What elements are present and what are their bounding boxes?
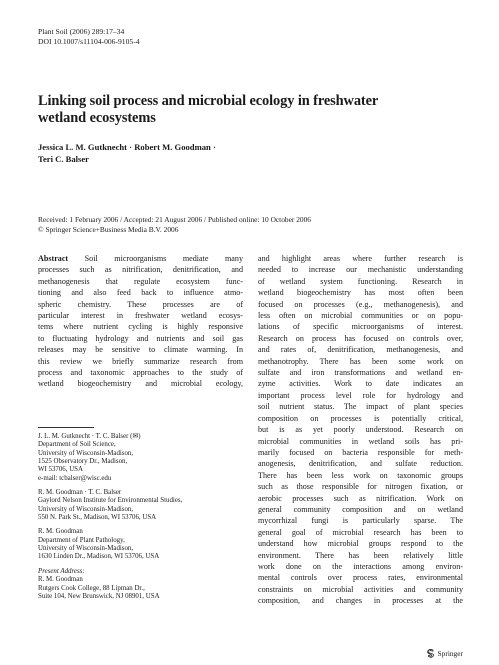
affiliation-block — [38, 433, 248, 483]
affiliation-line: University of Wisconsin-Madison, — [38, 545, 134, 553]
abstract-line: methanogenesis that regulate ecosystem func- — [38, 276, 243, 286]
abstract-line: mycorrhizal fungi is particularly sparse. The — [258, 516, 463, 526]
journal-citation: Plant Soil (2006) 289:17–34 — [38, 27, 125, 36]
abstract-line: tioning and also feed back to influence atmo- — [38, 288, 243, 298]
abstract-line: spheric chemistry. These processes are of — [38, 299, 243, 309]
abstract-line: mental controls over process rates, environmental — [258, 573, 463, 583]
abstract-line: wetland biogeochemistry and microbial ecology, — [38, 379, 243, 389]
abstract-line: to fluctuating hydrology and nutrients and soil gas — [38, 333, 243, 343]
abstract-line — [38, 253, 243, 264]
affiliation-line: University of Wisconsin-Madison, — [38, 505, 134, 513]
author-list — [38, 141, 338, 165]
doi: DOI 10.1007/s11104-006-9105-4 — [38, 37, 140, 46]
affiliation-line: R. M. Goodman · T. C. Balser — [38, 489, 122, 497]
copyright: © Springer Science+Business Media B.V. 2006 — [38, 224, 179, 234]
abstract-line: soil nutrient status. The impact of plant species — [258, 402, 463, 412]
author-affiliations — [38, 433, 248, 607]
abstract-line: important process level role for hydrology and — [258, 390, 463, 400]
abstract-line: understand how microbial groups respond to the — [258, 539, 463, 549]
abstract-line: focused on processes (e.g., methanogenesis), and — [258, 299, 463, 309]
journal-header — [38, 27, 140, 47]
abstract-line: general goal of microbial research has been to — [258, 527, 463, 537]
abstract-line: zyme activities. Work to date indicates an — [258, 379, 463, 389]
abstract-line-text: Soil microorganisms mediate many — [68, 254, 243, 263]
affiliation-block — [38, 568, 248, 601]
abstract-line: and highlight areas where further research is — [258, 254, 463, 263]
affiliation-line: e-mail: tcbalser@wisc.edu — [38, 474, 112, 482]
affiliation-line: Department of Soil Science, — [38, 441, 116, 449]
abstract-label: Abstract — [38, 254, 69, 263]
article-title — [38, 93, 468, 127]
affiliation-line: Gaylord Nelson Institute for Environmental Studies, — [38, 497, 183, 505]
abstract-line: particular interest in freshwater wetland ecosys- — [38, 311, 243, 321]
affiliation-line: 1525 Observatory Dr., Madison, — [38, 458, 128, 466]
title-line-1: Linking soil process and microbial ecology in freshwater — [38, 93, 379, 109]
affiliation-line: Department of Plant Pathology, — [38, 536, 125, 544]
abstract-line: lations of specific microorganisms of interest. — [258, 322, 463, 332]
affiliation-line: J. L. M. Gutknecht · T. C. Balser (✉) — [38, 433, 141, 440]
present-address-heading: Present Address: — [38, 567, 85, 575]
abstract-line: wetland biogeochemistry has most often been — [258, 288, 463, 298]
abstract-line: this review we briefly summarize research from — [38, 356, 243, 366]
abstract-line: but is as yet poorly understood. Research on — [258, 425, 463, 435]
affiliation-line: WI 53706, USA — [38, 466, 83, 474]
abstract-line: methanotrophy. There has been some work on — [258, 356, 463, 366]
affiliation-line: Rutgers Cook College, 88 Lipman Dr., — [38, 584, 145, 592]
abstract-line: tems where nutrient cycling is highly responsive — [38, 322, 243, 332]
abstract-line: composition on processes is potentially critical, — [258, 413, 463, 423]
abstract-line: processes such as nitrification, denitrification, and — [38, 265, 243, 275]
affiliation-line: R. M. Goodman — [38, 528, 83, 536]
abstract-line: less often on microbial communities or on popu- — [258, 311, 463, 321]
abstract-line: constraints on microbial activities and community — [258, 584, 463, 594]
abstract-right-column — [258, 253, 463, 607]
affiliation-line: University of Wisconsin-Madison, — [38, 449, 134, 457]
received-dates: Received: 1 February 2006 / Accepted: 21 August 2006 / Published online: 10 October 2006 — [38, 215, 311, 224]
abstract-line: of wetland system functioning. Research in — [258, 276, 463, 286]
affiliation-block — [38, 528, 248, 561]
abstract-line: There has been less work on taxonomic groups — [258, 470, 463, 480]
abstract-line: process and taxonomic approaches to the study of — [38, 368, 243, 378]
affiliation-line: 550 N. Park St., Madison, WI 53706, USA — [38, 514, 157, 522]
abstract-line: marily focused on bacteria responsible for meth- — [258, 447, 463, 457]
affiliation-line: R. M. Goodman — [38, 576, 83, 584]
affiliation-line: Suite 104, New Brunswick, NJ 08901, USA — [38, 592, 160, 600]
abstract-line: needed to increase our mechanistic understanding — [258, 265, 463, 275]
abstract-line: releases may be sensitive to climate warming. In — [38, 345, 243, 355]
publisher-name: Springer — [437, 649, 463, 658]
title-line-2: wetland ecosystems — [38, 110, 156, 126]
footnote-divider — [38, 427, 94, 428]
publication-dates — [38, 215, 311, 234]
abstract-line: environment. There has been relatively little — [258, 550, 463, 560]
abstract-line: composition, and changes in processes at the — [258, 596, 463, 606]
authors-line-1: Jessica L. M. Gutknecht · Robert M. Goodman · — [38, 142, 216, 152]
abstract-line: work done on the interactions among environ- — [258, 561, 463, 571]
springer-logo-icon — [427, 649, 435, 658]
abstract-line: sulfate and iron transformations and wetland en- — [258, 368, 463, 378]
abstract-line: general community composition and on wetland — [258, 504, 463, 514]
publisher-footer — [427, 649, 463, 658]
abstract-line: anogenesis, denitrification, and sulfate reduction. — [258, 459, 463, 469]
affiliation-line: 1630 Linden Dr., Madison, WI 53706, USA — [38, 553, 160, 561]
authors-line-2: Teri C. Balser — [38, 154, 89, 164]
abstract-line: aerobic processes such as nitrification. Work on — [258, 493, 463, 503]
abstract-left-column — [38, 253, 243, 390]
affiliation-block — [38, 489, 248, 522]
abstract-line: such as those responsible for nitrogen fixation, or — [258, 482, 463, 492]
abstract-line: and rates of, denitrification, methanogenesis, and — [258, 345, 463, 355]
abstract-line: microbial communities in wetland soils has pri- — [258, 436, 463, 446]
abstract-line: Research on process has focused on controls over, — [258, 333, 463, 343]
